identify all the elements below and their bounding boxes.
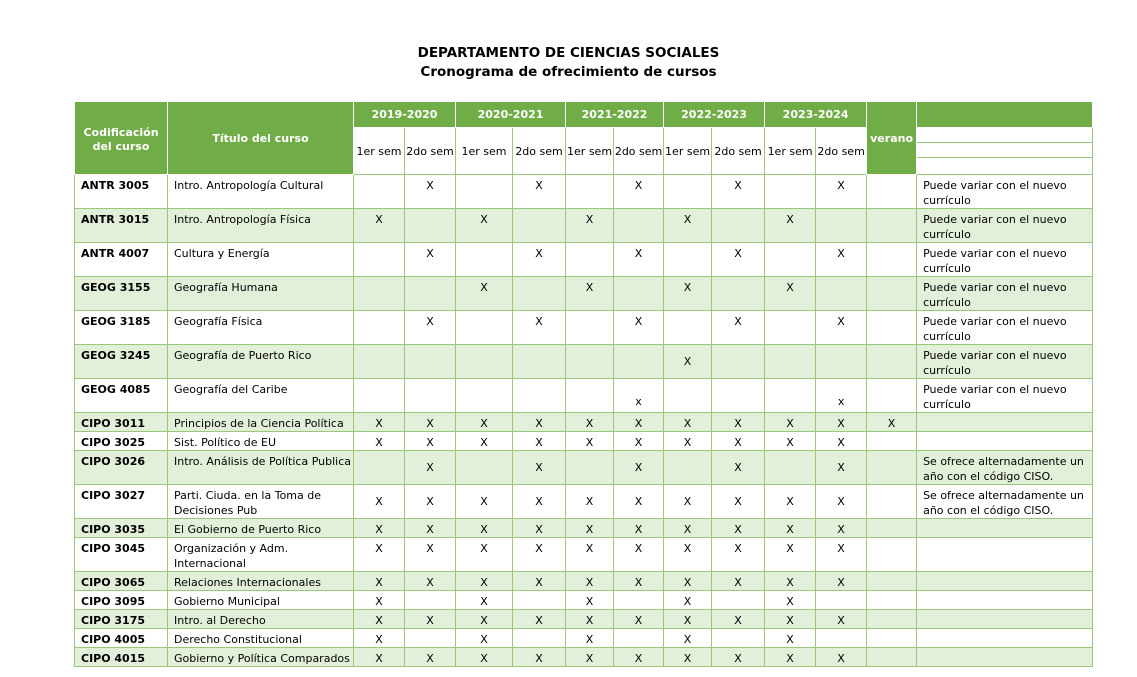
summer-mark — [867, 209, 917, 243]
offering-mark: X — [614, 311, 664, 345]
table-row — [75, 572, 1093, 591]
offering-mark: X — [664, 538, 712, 572]
course-title: Gobierno Municipal — [168, 591, 354, 610]
offering-mark: X — [566, 538, 614, 572]
course-note: Se ofrece alternadamente un año con el código CISO. — [917, 451, 1093, 485]
offering-mark: X — [566, 572, 614, 591]
course-title: Relaciones Internacionales — [168, 572, 354, 591]
table-row — [75, 519, 1093, 538]
offering-mark — [354, 243, 405, 277]
offering-mark — [664, 379, 712, 413]
offering-mark — [456, 451, 513, 485]
schedule-heading: Cronograma de ofrecimiento de cursos — [420, 64, 717, 80]
offering-mark: x — [816, 379, 867, 413]
offering-mark: X — [765, 591, 816, 610]
course-note: Puede variar con el nuevo currículo — [917, 277, 1093, 311]
course-code: ANTR 3005 — [75, 175, 168, 209]
offering-mark: X — [664, 591, 712, 610]
summer-mark — [867, 591, 917, 610]
offering-mark: X — [712, 538, 765, 572]
title-column-header: Título del curso — [168, 102, 354, 175]
offering-mark: X — [513, 572, 566, 591]
course-title: Cultura y Energía — [168, 243, 354, 277]
summer-mark — [867, 311, 917, 345]
course-note: Puede variar con el nuevo currículo — [917, 345, 1093, 379]
offering-mark — [614, 629, 664, 648]
semester-header: 2do sem — [614, 128, 664, 175]
offering-mark: X — [765, 572, 816, 591]
semester-header: 2do sem — [712, 128, 765, 175]
offering-mark: X — [456, 538, 513, 572]
course-code: GEOG 4085 — [75, 379, 168, 413]
offering-mark: X — [765, 209, 816, 243]
offering-mark: X — [456, 277, 513, 311]
offering-mark: X — [712, 413, 765, 432]
offering-mark: X — [712, 451, 765, 485]
offering-mark: X — [354, 629, 405, 648]
summer-mark: X — [867, 413, 917, 432]
offering-mark — [712, 345, 765, 379]
offering-mark: X — [614, 610, 664, 629]
semester-header: 1er sem — [354, 128, 405, 175]
course-note — [917, 519, 1093, 538]
offering-mark — [513, 345, 566, 379]
summer-mark — [867, 485, 917, 519]
offering-mark — [405, 379, 456, 413]
table-row — [75, 451, 1093, 485]
offering-mark: X — [566, 591, 614, 610]
offering-mark: X — [456, 209, 513, 243]
summer-mark — [867, 345, 917, 379]
offering-mark — [566, 451, 614, 485]
offering-mark — [566, 345, 614, 379]
offering-mark: X — [566, 629, 614, 648]
offering-mark: X — [664, 519, 712, 538]
table-row — [75, 629, 1093, 648]
offering-mark — [712, 379, 765, 413]
offering-mark: X — [456, 610, 513, 629]
summer-mark — [867, 610, 917, 629]
course-note — [917, 648, 1093, 667]
offering-mark — [664, 451, 712, 485]
code-column-header: Codificación del curso — [75, 102, 168, 175]
offering-mark: X — [354, 648, 405, 667]
offering-mark — [405, 209, 456, 243]
offering-mark: X — [816, 311, 867, 345]
offering-mark — [614, 345, 664, 379]
course-code: GEOG 3245 — [75, 345, 168, 379]
offering-mark: X — [513, 485, 566, 519]
offering-mark — [712, 209, 765, 243]
offering-mark: X — [614, 432, 664, 451]
offering-mark — [765, 311, 816, 345]
course-code: CIPO 3065 — [75, 572, 168, 591]
offering-mark: X — [513, 413, 566, 432]
offering-mark: X — [513, 519, 566, 538]
offering-mark — [816, 345, 867, 379]
table-row — [75, 175, 1093, 209]
offering-mark: X — [456, 572, 513, 591]
offering-mark — [405, 591, 456, 610]
offering-mark: X — [712, 610, 765, 629]
offering-mark — [664, 175, 712, 209]
offering-mark: X — [765, 538, 816, 572]
department-heading: DEPARTAMENTO DE CIENCIAS SOCIALES — [417, 45, 720, 61]
summer-mark — [867, 243, 917, 277]
offering-mark: X — [816, 175, 867, 209]
year-header: 2019-2020 — [354, 102, 456, 128]
offering-mark: X — [405, 572, 456, 591]
course-note — [917, 629, 1093, 648]
table-row — [75, 413, 1093, 432]
offering-mark: X — [712, 648, 765, 667]
offering-mark: X — [513, 538, 566, 572]
course-note — [917, 591, 1093, 610]
semester-header: 1er sem — [456, 128, 513, 175]
course-title: Intro. Antropología Física — [168, 209, 354, 243]
course-code: CIPO 3095 — [75, 591, 168, 610]
offering-mark: X — [566, 485, 614, 519]
table-row — [75, 379, 1093, 413]
course-title: Derecho Constitucional — [168, 629, 354, 648]
offering-mark — [354, 345, 405, 379]
offering-mark — [664, 243, 712, 277]
table-row — [75, 591, 1093, 610]
offering-mark: X — [405, 648, 456, 667]
offering-mark — [566, 379, 614, 413]
offering-mark: X — [566, 519, 614, 538]
course-note — [917, 610, 1093, 629]
offering-mark: X — [513, 175, 566, 209]
offering-mark — [712, 277, 765, 311]
offering-mark — [566, 311, 614, 345]
offering-mark: X — [405, 538, 456, 572]
course-title: Gobierno y Política Comparados — [168, 648, 354, 667]
offering-mark: X — [664, 572, 712, 591]
offering-mark: X — [405, 311, 456, 345]
offering-mark: X — [816, 538, 867, 572]
offering-mark: X — [664, 209, 712, 243]
semester-header: 2do sem — [816, 128, 867, 175]
course-title: Sist. Político de EU — [168, 432, 354, 451]
offering-mark — [354, 379, 405, 413]
year-header: 2021-2022 — [566, 102, 664, 128]
offering-mark — [816, 591, 867, 610]
offering-mark: X — [513, 648, 566, 667]
offering-mark: X — [664, 277, 712, 311]
notes-column-header — [917, 128, 1093, 175]
offering-mark — [765, 451, 816, 485]
year-header: 2022-2023 — [664, 102, 765, 128]
semester-header: 2do sem — [513, 128, 566, 175]
offering-mark: X — [664, 413, 712, 432]
offering-mark: X — [354, 209, 405, 243]
offering-mark: X — [354, 610, 405, 629]
offering-mark: X — [816, 610, 867, 629]
summer-mark — [867, 538, 917, 572]
offering-mark — [456, 243, 513, 277]
offering-mark: X — [712, 519, 765, 538]
offering-mark: X — [765, 629, 816, 648]
offering-mark: X — [513, 432, 566, 451]
offering-mark: X — [354, 538, 405, 572]
offering-mark: X — [614, 519, 664, 538]
summer-mark — [867, 648, 917, 667]
course-code: CIPO 3025 — [75, 432, 168, 451]
document-title — [0, 44, 1137, 82]
offering-mark: X — [664, 345, 712, 379]
offering-mark: X — [816, 432, 867, 451]
offering-mark: X — [566, 610, 614, 629]
offering-mark: X — [664, 610, 712, 629]
offering-mark: X — [712, 485, 765, 519]
offering-mark: X — [566, 413, 614, 432]
offering-mark: X — [614, 648, 664, 667]
offering-mark — [513, 629, 566, 648]
summer-mark — [867, 451, 917, 485]
offering-mark — [712, 629, 765, 648]
semester-header: 1er sem — [566, 128, 614, 175]
offering-mark — [354, 451, 405, 485]
table-row — [75, 538, 1093, 572]
offering-mark: X — [513, 451, 566, 485]
offering-mark: X — [614, 413, 664, 432]
offering-mark: X — [664, 629, 712, 648]
offering-mark: X — [712, 432, 765, 451]
table-row — [75, 648, 1093, 667]
offering-mark: X — [354, 485, 405, 519]
offering-mark — [614, 209, 664, 243]
offering-mark — [765, 243, 816, 277]
offering-mark: X — [614, 485, 664, 519]
offering-mark: X — [816, 451, 867, 485]
offering-mark — [614, 591, 664, 610]
offering-mark: X — [354, 432, 405, 451]
course-code: CIPO 3027 — [75, 485, 168, 519]
offering-mark: X — [456, 413, 513, 432]
course-title: Intro. al Derecho — [168, 610, 354, 629]
offering-mark: X — [765, 648, 816, 667]
offering-mark: X — [765, 610, 816, 629]
offering-mark — [566, 243, 614, 277]
offering-mark: X — [765, 485, 816, 519]
offering-mark: X — [566, 209, 614, 243]
course-title: El Gobierno de Puerto Rico — [168, 519, 354, 538]
offering-mark: X — [354, 591, 405, 610]
summer-column-header: verano — [867, 102, 917, 175]
offering-mark — [816, 277, 867, 311]
offering-mark: X — [405, 485, 456, 519]
offering-mark: X — [765, 413, 816, 432]
course-title: Geografía del Caribe — [168, 379, 354, 413]
table-row — [75, 485, 1093, 519]
summer-mark — [867, 519, 917, 538]
offering-mark: X — [816, 413, 867, 432]
offering-mark — [816, 629, 867, 648]
course-title: Geografía Humana — [168, 277, 354, 311]
offering-mark — [664, 311, 712, 345]
offering-mark — [513, 209, 566, 243]
course-code: CIPO 3035 — [75, 519, 168, 538]
offering-mark: X — [712, 243, 765, 277]
offering-mark: X — [664, 485, 712, 519]
offering-mark — [513, 591, 566, 610]
course-note: Se ofrece alternadamente un año con el código CISO. — [917, 485, 1093, 519]
course-title: Geografía de Puerto Rico — [168, 345, 354, 379]
semester-header: 2do sem — [405, 128, 456, 175]
offering-mark: X — [712, 572, 765, 591]
offering-mark — [765, 345, 816, 379]
offering-mark: X — [712, 175, 765, 209]
course-note: Puede variar con el nuevo currículo — [917, 209, 1093, 243]
offering-mark: X — [354, 413, 405, 432]
table-row — [75, 243, 1093, 277]
course-code: CIPO 4015 — [75, 648, 168, 667]
offering-mark: X — [712, 311, 765, 345]
table-row — [75, 432, 1093, 451]
offering-mark — [405, 345, 456, 379]
course-title: Organización y Adm. Internacional — [168, 538, 354, 572]
offering-mark: X — [614, 243, 664, 277]
offering-mark: X — [816, 485, 867, 519]
offering-mark: X — [566, 648, 614, 667]
table-row — [75, 311, 1093, 345]
course-schedule-table — [74, 101, 1093, 667]
offering-mark: X — [405, 413, 456, 432]
offering-mark — [354, 311, 405, 345]
course-note — [917, 413, 1093, 432]
offering-mark: X — [405, 519, 456, 538]
course-note: Puede variar con el nuevo currículo — [917, 243, 1093, 277]
offering-mark: X — [614, 175, 664, 209]
course-note — [917, 538, 1093, 572]
offering-mark — [405, 277, 456, 311]
semester-header: 1er sem — [664, 128, 712, 175]
course-note: Puede variar con el nuevo currículo — [917, 311, 1093, 345]
summer-mark — [867, 572, 917, 591]
year-header: 2020-2021 — [456, 102, 566, 128]
course-code: GEOG 3155 — [75, 277, 168, 311]
offering-mark — [405, 629, 456, 648]
table-row — [75, 345, 1093, 379]
course-title: Intro. Antropología Cultural — [168, 175, 354, 209]
course-code: ANTR 4007 — [75, 243, 168, 277]
offering-mark: X — [614, 538, 664, 572]
offering-mark — [614, 277, 664, 311]
offering-mark: X — [405, 610, 456, 629]
course-note: Puede variar con el nuevo currículo — [917, 379, 1093, 413]
year-header: 2023-2024 — [765, 102, 867, 128]
offering-mark: X — [405, 451, 456, 485]
course-title: Principios de la Ciencia Política — [168, 413, 354, 432]
offering-mark: X — [354, 519, 405, 538]
offering-mark: X — [765, 432, 816, 451]
offering-mark: X — [456, 485, 513, 519]
offering-mark — [816, 209, 867, 243]
offering-mark: X — [405, 175, 456, 209]
summer-mark — [867, 432, 917, 451]
offering-mark — [513, 277, 566, 311]
offering-mark: X — [614, 572, 664, 591]
offering-mark: X — [513, 243, 566, 277]
table-row — [75, 209, 1093, 243]
course-note — [917, 572, 1093, 591]
offering-mark — [456, 345, 513, 379]
course-note: Puede variar con el nuevo currículo — [917, 175, 1093, 209]
offering-mark: X — [513, 610, 566, 629]
offering-mark: X — [405, 243, 456, 277]
offering-mark: X — [765, 277, 816, 311]
course-title: Parti. Ciuda. en la Toma de Decisiones Pub — [168, 485, 354, 519]
offering-mark: X — [664, 432, 712, 451]
offering-mark: X — [566, 432, 614, 451]
course-code: ANTR 3015 — [75, 209, 168, 243]
offering-mark: X — [513, 311, 566, 345]
semester-header: 1er sem — [765, 128, 816, 175]
course-code: GEOG 3185 — [75, 311, 168, 345]
course-code: CIPO 3026 — [75, 451, 168, 485]
offering-mark: X — [456, 648, 513, 667]
course-title: Intro. Análisis de Política Publica — [168, 451, 354, 485]
offering-mark: X — [816, 648, 867, 667]
summer-mark — [867, 175, 917, 209]
offering-mark: X — [816, 572, 867, 591]
offering-mark: X — [614, 451, 664, 485]
offering-mark — [765, 175, 816, 209]
course-code: CIPO 3045 — [75, 538, 168, 572]
table-row — [75, 277, 1093, 311]
course-code: CIPO 3175 — [75, 610, 168, 629]
offering-mark: X — [456, 629, 513, 648]
offering-mark — [712, 591, 765, 610]
course-note — [917, 432, 1093, 451]
course-title: Geografía Física — [168, 311, 354, 345]
offering-mark: X — [816, 243, 867, 277]
offering-mark — [566, 175, 614, 209]
summer-mark — [867, 277, 917, 311]
offering-mark: x — [614, 379, 664, 413]
offering-mark: X — [816, 519, 867, 538]
offering-mark: X — [456, 519, 513, 538]
offering-mark — [354, 175, 405, 209]
table-row — [75, 610, 1093, 629]
summer-mark — [867, 379, 917, 413]
offering-mark — [513, 379, 566, 413]
offering-mark: X — [354, 572, 405, 591]
offering-mark — [456, 175, 513, 209]
offering-mark: X — [765, 519, 816, 538]
course-code: CIPO 4005 — [75, 629, 168, 648]
offering-mark — [354, 277, 405, 311]
offering-mark: X — [456, 432, 513, 451]
offering-mark — [765, 379, 816, 413]
offering-mark — [456, 379, 513, 413]
offering-mark — [456, 311, 513, 345]
offering-mark: X — [456, 591, 513, 610]
offering-mark: X — [405, 432, 456, 451]
course-code: CIPO 3011 — [75, 413, 168, 432]
offering-mark: X — [664, 648, 712, 667]
summer-mark — [867, 629, 917, 648]
offering-mark: X — [566, 277, 614, 311]
